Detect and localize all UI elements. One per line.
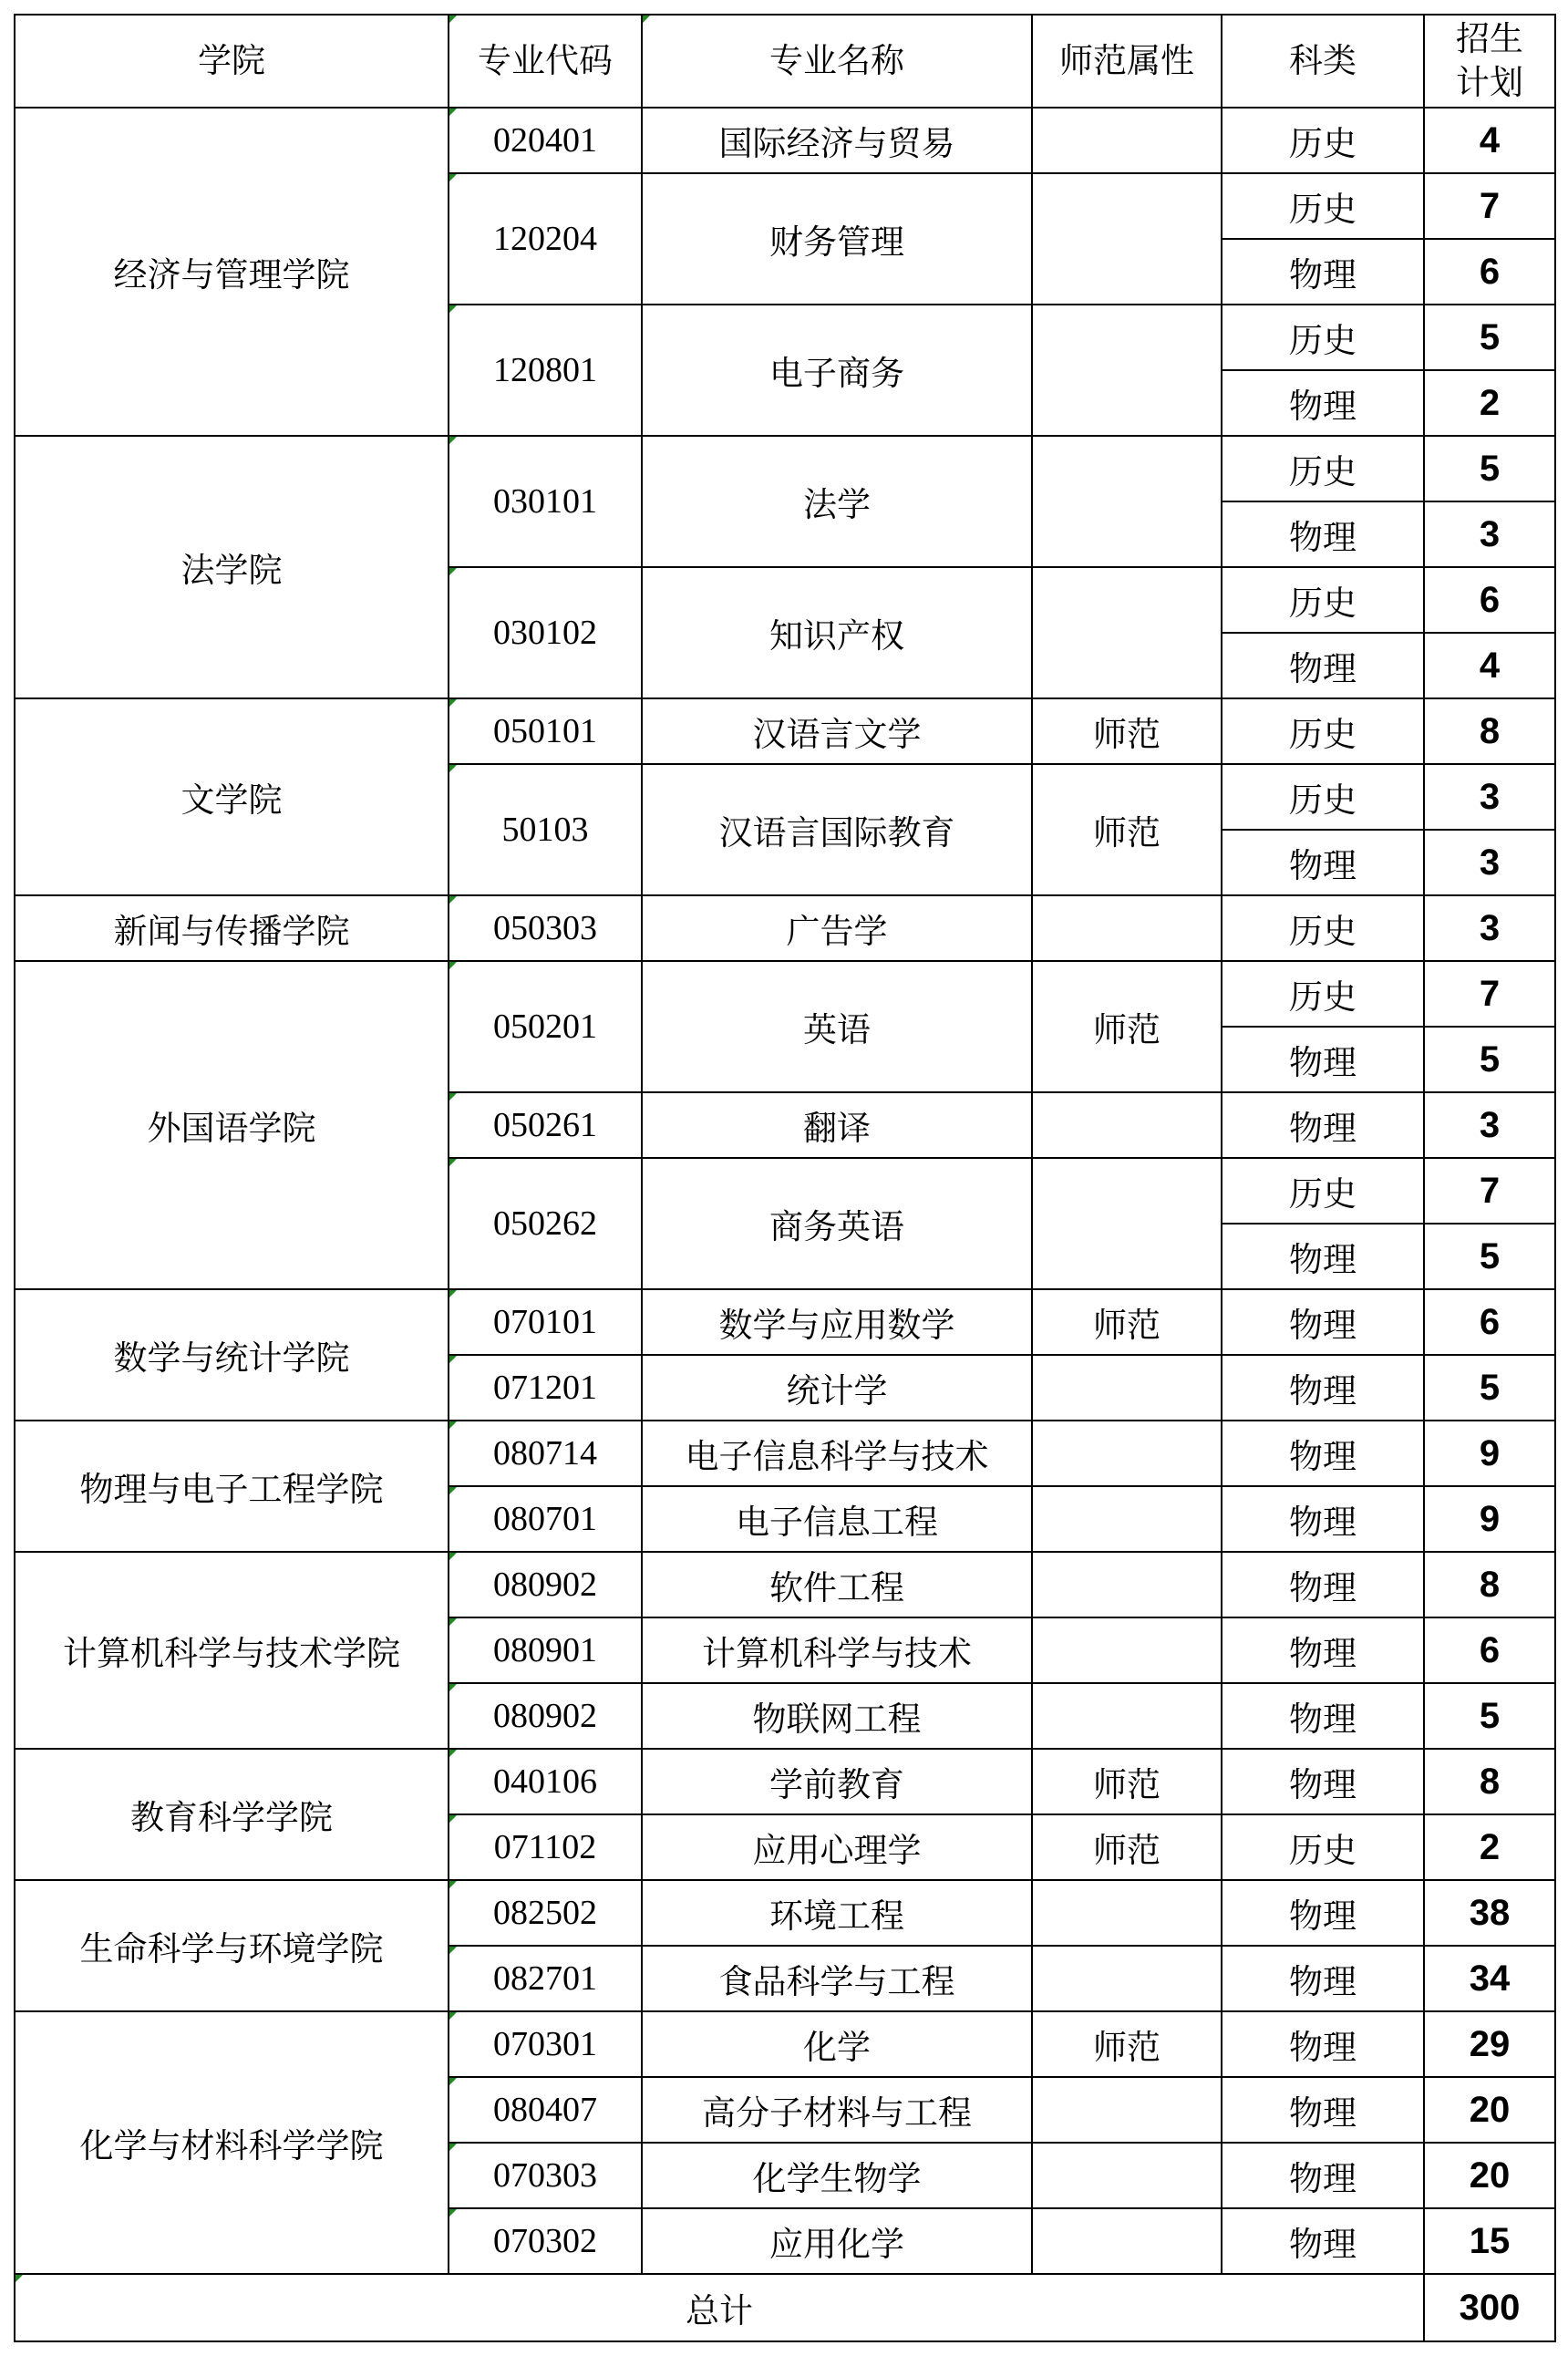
normal-attribute-cell: [1032, 1946, 1222, 2011]
major-code-cell: 050101: [449, 698, 642, 764]
plan-cell: 5: [1424, 1683, 1555, 1749]
normal-attribute-cell: [1032, 2208, 1222, 2274]
table-row: [15, 2011, 1555, 2077]
table-row: [15, 436, 1555, 501]
plan-cell: 34: [1424, 1946, 1555, 2011]
subject-cell: 历史: [1222, 895, 1424, 961]
subject-cell: 物理: [1222, 239, 1424, 305]
major-name-cell: 应用化学: [642, 2208, 1032, 2274]
table-body: [15, 108, 1555, 2274]
major-name-cell: 英语: [642, 961, 1032, 1092]
major-code-cell: 050261: [449, 1092, 642, 1158]
plan-cell: 3: [1424, 1092, 1555, 1158]
normal-attribute-cell: [1032, 1683, 1222, 1749]
major-name-cell: 电子信息工程: [642, 1486, 1032, 1552]
plan-cell: 6: [1424, 567, 1555, 633]
plan-cell: 8: [1424, 1749, 1555, 1814]
subject-cell: 物理: [1222, 1289, 1424, 1355]
plan-cell: 3: [1424, 830, 1555, 895]
major-code-cell: 082502: [449, 1880, 642, 1946]
normal-attribute-cell: [1032, 173, 1222, 305]
major-code-cell: 050262: [449, 1158, 642, 1289]
major-code-cell: 50103: [449, 764, 642, 895]
major-name-cell: 化学: [642, 2011, 1032, 2077]
normal-attribute-cell: [1032, 1486, 1222, 1552]
table-row: [15, 108, 1555, 173]
college-name-cell: 计算机科学与技术学院: [15, 1552, 449, 1749]
subject-cell: 历史: [1222, 961, 1424, 1027]
normal-attribute-cell: [1032, 1880, 1222, 1946]
subject-cell: 物理: [1222, 1683, 1424, 1749]
major-code-cell: 070101: [449, 1289, 642, 1355]
major-name-cell: 化学生物学: [642, 2143, 1032, 2208]
major-code-cell: 120204: [449, 173, 642, 305]
college-name-cell: 外国语学院: [15, 961, 449, 1289]
subject-cell: 物理: [1222, 1224, 1424, 1289]
major-code-cell: 080714: [449, 1421, 642, 1486]
plan-cell: 7: [1424, 173, 1555, 239]
plan-cell: 6: [1424, 1289, 1555, 1355]
major-code-cell: 080407: [449, 2077, 642, 2143]
plan-cell: 8: [1424, 698, 1555, 764]
table-row: [15, 961, 1555, 1027]
plan-cell: 6: [1424, 1617, 1555, 1683]
plan-cell: 5: [1424, 1355, 1555, 1421]
major-code-cell: 070302: [449, 2208, 642, 2274]
normal-attribute-cell: 师范: [1032, 2011, 1222, 2077]
table-row: [15, 1289, 1555, 1355]
header-code: 专业代码: [449, 15, 642, 108]
major-name-cell: 电子信息科学与技术: [642, 1421, 1032, 1486]
plan-cell: 38: [1424, 1880, 1555, 1946]
plan-cell: 20: [1424, 2077, 1555, 2143]
subject-cell: 历史: [1222, 764, 1424, 830]
subject-cell: 物理: [1222, 1092, 1424, 1158]
table-row: [15, 1880, 1555, 1946]
plan-cell: 2: [1424, 370, 1555, 436]
major-name-cell: 汉语言文学: [642, 698, 1032, 764]
normal-attribute-cell: 师范: [1032, 764, 1222, 895]
plan-cell: 29: [1424, 2011, 1555, 2077]
subject-cell: 历史: [1222, 108, 1424, 173]
subject-cell: 历史: [1222, 173, 1424, 239]
normal-attribute-cell: [1032, 436, 1222, 567]
college-name-cell: 文学院: [15, 698, 449, 895]
subject-cell: 物理: [1222, 2011, 1424, 2077]
subject-cell: 物理: [1222, 633, 1424, 698]
plan-cell: 6: [1424, 239, 1555, 305]
plan-cell: 4: [1424, 108, 1555, 173]
normal-attribute-cell: [1032, 1158, 1222, 1289]
major-name-cell: 物联网工程: [642, 1683, 1032, 1749]
total-row: [15, 2274, 1555, 2341]
plan-cell: 5: [1424, 1224, 1555, 1289]
college-name-cell: 教育科学学院: [15, 1749, 449, 1880]
major-name-cell: 软件工程: [642, 1552, 1032, 1617]
header-name: 专业名称: [642, 15, 1032, 108]
header-plan-line1: 招生: [1456, 19, 1523, 58]
major-name-cell: 财务管理: [642, 173, 1032, 305]
subject-cell: 物理: [1222, 1749, 1424, 1814]
normal-attribute-cell: [1032, 305, 1222, 436]
normal-attribute-cell: [1032, 895, 1222, 961]
plan-cell: 5: [1424, 305, 1555, 370]
plan-cell: 15: [1424, 2208, 1555, 2274]
normal-attribute-cell: 师范: [1032, 1289, 1222, 1355]
normal-attribute-cell: 师范: [1032, 1749, 1222, 1814]
plan-cell: 4: [1424, 633, 1555, 698]
major-name-cell: 学前教育: [642, 1749, 1032, 1814]
major-name-cell: 商务英语: [642, 1158, 1032, 1289]
college-name-cell: 生命科学与环境学院: [15, 1880, 449, 2011]
major-code-cell: 080901: [449, 1617, 642, 1683]
plan-cell: 2: [1424, 1814, 1555, 1880]
major-name-cell: 知识产权: [642, 567, 1032, 698]
plan-cell: 3: [1424, 501, 1555, 567]
normal-attribute-cell: [1032, 2077, 1222, 2143]
table-row: [15, 1749, 1555, 1814]
subject-cell: 物理: [1222, 2077, 1424, 2143]
college-name-cell: 新闻与传播学院: [15, 895, 449, 961]
plan-cell: 7: [1424, 961, 1555, 1027]
major-code-cell: 080902: [449, 1683, 642, 1749]
normal-attribute-cell: [1032, 1421, 1222, 1486]
table-row: [15, 1421, 1555, 1486]
normal-attribute-cell: [1032, 1552, 1222, 1617]
plan-cell: 9: [1424, 1486, 1555, 1552]
subject-cell: 物理: [1222, 370, 1424, 436]
plan-cell: 8: [1424, 1552, 1555, 1617]
major-code-cell: 082701: [449, 1946, 642, 2011]
college-name-cell: 化学与材料科学学院: [15, 2011, 449, 2274]
major-name-cell: 统计学: [642, 1355, 1032, 1421]
subject-cell: 历史: [1222, 698, 1424, 764]
header-plan-line2: 计划: [1456, 63, 1523, 102]
normal-attribute-cell: [1032, 1617, 1222, 1683]
major-name-cell: 计算机科学与技术: [642, 1617, 1032, 1683]
plan-cell: 5: [1424, 436, 1555, 501]
major-name-cell: 环境工程: [642, 1880, 1032, 1946]
header-plan: [1424, 15, 1555, 108]
college-name-cell: 经济与管理学院: [15, 108, 449, 436]
plan-cell: 9: [1424, 1421, 1555, 1486]
college-name-cell: 物理与电子工程学院: [15, 1421, 449, 1552]
normal-attribute-cell: [1032, 1092, 1222, 1158]
major-code-cell: 020401: [449, 108, 642, 173]
subject-cell: 物理: [1222, 1486, 1424, 1552]
header-row: [15, 15, 1555, 108]
header-normal: 师范属性: [1032, 15, 1222, 108]
major-name-cell: 电子商务: [642, 305, 1032, 436]
subject-cell: 物理: [1222, 2208, 1424, 2274]
major-name-cell: 应用心理学: [642, 1814, 1032, 1880]
major-name-cell: 汉语言国际教育: [642, 764, 1032, 895]
plan-cell: 7: [1424, 1158, 1555, 1224]
subject-cell: 物理: [1222, 501, 1424, 567]
major-code-cell: 071201: [449, 1355, 642, 1421]
major-name-cell: 法学: [642, 436, 1032, 567]
plan-cell: 5: [1424, 1027, 1555, 1092]
major-code-cell: 071102: [449, 1814, 642, 1880]
major-name-cell: 广告学: [642, 895, 1032, 961]
major-code-cell: 120801: [449, 305, 642, 436]
header-subject: 科类: [1222, 15, 1424, 108]
table-row: [15, 1552, 1555, 1617]
subject-cell: 物理: [1222, 1421, 1424, 1486]
subject-cell: 物理: [1222, 1880, 1424, 1946]
normal-attribute-cell: 师范: [1032, 961, 1222, 1092]
major-code-cell: 030101: [449, 436, 642, 567]
subject-cell: 物理: [1222, 2143, 1424, 2208]
college-name-cell: 数学与统计学院: [15, 1289, 449, 1421]
subject-cell: 历史: [1222, 567, 1424, 633]
plan-cell: 20: [1424, 2143, 1555, 2208]
normal-attribute-cell: 师范: [1032, 1814, 1222, 1880]
normal-attribute-cell: [1032, 1355, 1222, 1421]
normal-attribute-cell: [1032, 567, 1222, 698]
table-row: [15, 895, 1555, 961]
major-name-cell: 翻译: [642, 1092, 1032, 1158]
subject-cell: 物理: [1222, 1355, 1424, 1421]
major-code-cell: 050201: [449, 961, 642, 1092]
normal-attribute-cell: [1032, 108, 1222, 173]
major-name-cell: 食品科学与工程: [642, 1946, 1032, 2011]
major-code-cell: 040106: [449, 1749, 642, 1814]
subject-cell: 物理: [1222, 830, 1424, 895]
major-code-cell: 080701: [449, 1486, 642, 1552]
subject-cell: 物理: [1222, 1027, 1424, 1092]
enrollment-plan-table: [14, 14, 1556, 2342]
subject-cell: 历史: [1222, 305, 1424, 370]
enrollment-plan-table-wrapper: [14, 14, 1556, 2342]
plan-cell: 3: [1424, 764, 1555, 830]
subject-cell: 历史: [1222, 1814, 1424, 1880]
plan-cell: 3: [1424, 895, 1555, 961]
subject-cell: 物理: [1222, 1552, 1424, 1617]
total-label: 总计: [15, 2274, 1424, 2341]
major-code-cell: 030102: [449, 567, 642, 698]
normal-attribute-cell: 师范: [1032, 698, 1222, 764]
major-name-cell: 国际经济与贸易: [642, 108, 1032, 173]
total-value: 300: [1424, 2274, 1555, 2341]
major-code-cell: 070303: [449, 2143, 642, 2208]
college-name-cell: 法学院: [15, 436, 449, 698]
major-code-cell: 080902: [449, 1552, 642, 1617]
major-code-cell: 070301: [449, 2011, 642, 2077]
subject-cell: 历史: [1222, 436, 1424, 501]
subject-cell: 物理: [1222, 1617, 1424, 1683]
normal-attribute-cell: [1032, 2143, 1222, 2208]
table-row: [15, 698, 1555, 764]
major-name-cell: 高分子材料与工程: [642, 2077, 1032, 2143]
major-name-cell: 数学与应用数学: [642, 1289, 1032, 1355]
subject-cell: 物理: [1222, 1946, 1424, 2011]
major-code-cell: 050303: [449, 895, 642, 961]
subject-cell: 历史: [1222, 1158, 1424, 1224]
header-college: 学院: [15, 15, 449, 108]
